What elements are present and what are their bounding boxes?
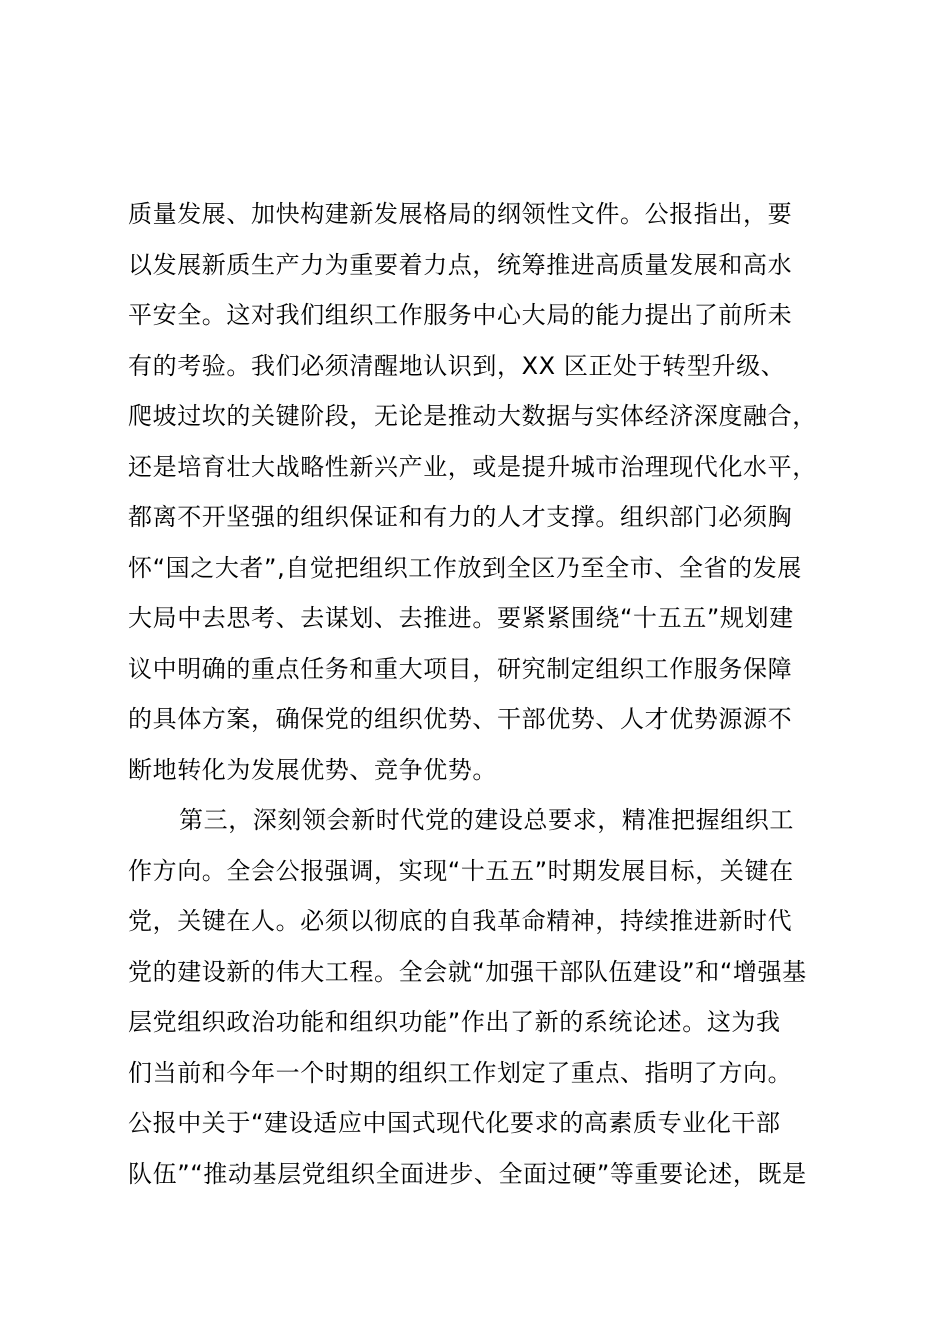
text-line: 党的建设新的伟大工程。全会就“加强干部队伍建设”和“增强基	[128, 957, 807, 986]
body-text	[128, 189, 848, 1199]
text-line: 党，关键在人。必须以彻底的自我革命精神，持续推进新时代	[128, 907, 793, 935]
text-line: 都离不开坚强的组织保证和有力的人才支撑。组织部门必须胸	[128, 503, 793, 531]
text-line: 质量发展、加快构建新发展格局的纲领性文件。公报指出，要	[128, 200, 793, 228]
text-line: 作方向。全会公报强调，实现“十五五”时期发展目标，关键在	[128, 856, 794, 885]
text-line: 有的考验。我们必须清醒地认识到，XX 区正处于转型升级、	[128, 351, 786, 380]
text-line: 平安全。这对我们组织工作服务中心大局的能力提出了前所未	[128, 301, 793, 329]
text-line: 爬坡过坎的关键阶段，无论是推动大数据与实体经济深度融合，	[128, 402, 817, 430]
text-line: 还是培育壮大战略性新兴产业，或是提升城市治理现代化水平，	[128, 452, 817, 481]
paragraph-start-line: 第三，深刻领会新时代党的建设总要求，精准把握组织工	[179, 806, 794, 834]
text-line: 层党组织政治功能和组织功能”作出了新的系统论述。这为我	[128, 1008, 781, 1036]
text-line: 队伍”“推动基层党组织全面进步、全面过硬”等重要论述，既是	[128, 1159, 807, 1188]
text-line: 议中明确的重点任务和重大项目，研究制定组织工作服务保障	[128, 654, 793, 683]
text-line: 们当前和今年一个时期的组织工作划定了重点、指明了方向。	[128, 1058, 793, 1087]
text-line: 怀“国之大者”,自觉把组织工作放到全区乃至全市、全省的发展	[128, 553, 802, 582]
text-line: 大局中去思考、去谋划、去推进。要紧紧围绕“十五五”规划建	[128, 604, 794, 632]
text-line: 的具体方案，确保党的组织优势、干部优势、人才优势源源不	[128, 705, 793, 733]
text-line: 断地转化为发展优势、竞争优势。	[128, 755, 497, 784]
text-line: 公报中关于“建设适应中国式现代化要求的高素质专业化干部	[128, 1109, 781, 1137]
text-line: 以发展新质生产力为重要着力点，统筹推进高质量发展和高水	[128, 250, 793, 279]
